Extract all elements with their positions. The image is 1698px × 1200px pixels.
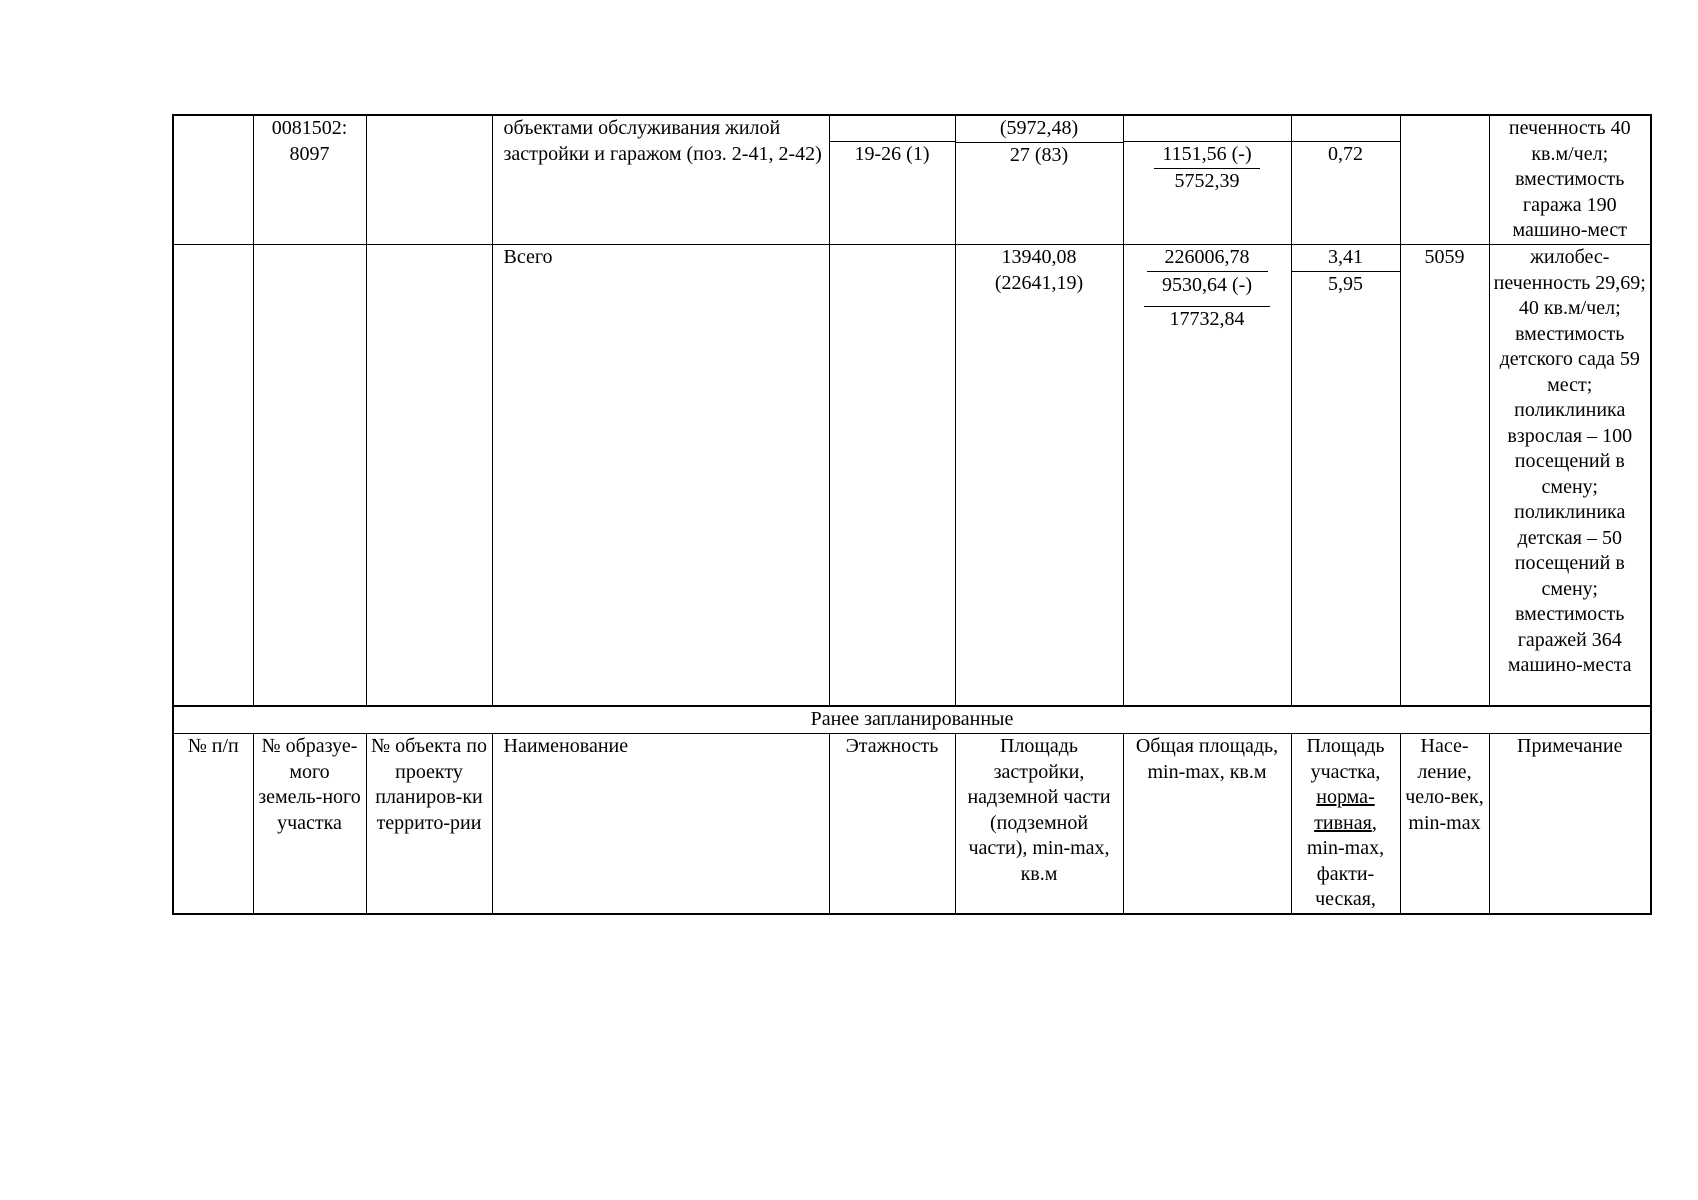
- cell-land-plot-number: 0081502: 8097: [253, 115, 366, 245]
- section-row: [173, 706, 1651, 734]
- cell-total-area-total: [1123, 245, 1291, 707]
- header-col-population: Насе-ление, чело-век, min-max: [1400, 734, 1489, 914]
- header-col-plot-area-normative: норма-тивная: [1314, 786, 1375, 834]
- cell-building-area: [955, 115, 1123, 245]
- cell-floors-top: [830, 116, 955, 142]
- cell-name-total: Всего: [492, 245, 829, 707]
- cell-building-area-value: 27 (83): [1009, 143, 1069, 166]
- header-col-building-area: Площадь застройки, надземной части (подземной части), min-max, кв.м: [955, 734, 1123, 914]
- cell-floors: [829, 245, 955, 707]
- header-col-total-area: Общая площадь, min-max, кв.м: [1123, 734, 1291, 914]
- header-col-name: Наименование: [492, 734, 829, 914]
- header-col-plot-area: Площадь участка, норма-тивная, min-max, факти-ческая,: [1291, 734, 1400, 914]
- cell-row-number: [173, 115, 253, 245]
- cell-floors: [829, 115, 955, 245]
- cell-plot-area-value: 0,72: [1328, 143, 1363, 165]
- header-col-land-plot: № образуе-мого земель-ного участка: [253, 734, 366, 914]
- cell-total-area-c: 17732,84: [1169, 308, 1245, 330]
- section-title: Ранее запланированные: [173, 706, 1651, 734]
- cell-row-number: [173, 245, 253, 707]
- table-row-total: [173, 245, 1651, 707]
- cell-population-total: 5059: [1400, 245, 1489, 707]
- cell-population: [1400, 115, 1489, 245]
- cell-floors-value: 19-26 (1): [854, 143, 930, 165]
- cell-plot-area-total: [1291, 245, 1400, 707]
- cell-total-area-a: 1151,56 (-): [1124, 142, 1291, 169]
- cell-land-plot-number: [253, 245, 366, 707]
- cell-total-area-top: [1124, 116, 1291, 142]
- cell-total-area-a: 226006,78: [1124, 245, 1291, 272]
- cell-object-number: [366, 115, 492, 245]
- cell-building-area-total: 13940,08 (22641,19): [955, 245, 1123, 707]
- cell-total-area-b: 9530,64 (-): [1124, 272, 1291, 308]
- cell-name: объектами обслуживания жилой застройки и гаражом (поз. 2-41, 2-42): [492, 115, 829, 245]
- cell-plot-area-top: [1292, 116, 1400, 142]
- cell-plot-area-a: 3,41: [1292, 245, 1400, 272]
- table-header-row: [173, 734, 1651, 914]
- cell-note-total: жилобес-печенность 29,69; 40 кв.м/чел; вместимость детского сада 59 мест; поликлиника взрослая – 100 посещений в смену; поликлиника детская – 50 посещений в смену; вместимость гаражей 364 машино-места: [1489, 245, 1651, 707]
- table-row: [173, 115, 1651, 245]
- planning-table: [172, 114, 1652, 915]
- header-col-note: Примечание: [1489, 734, 1651, 914]
- header-col-number: № п/п: [173, 734, 253, 914]
- cell-total-area: [1123, 115, 1291, 245]
- header-col-floors: Этажность: [829, 734, 955, 914]
- cell-plot-area-b: 5,95: [1328, 272, 1363, 295]
- cell-building-area-top: (5972,48): [956, 116, 1123, 143]
- header-col-object: № объекта по проекту планиров-ки террито-рии: [366, 734, 492, 914]
- cell-total-area-b: 5752,39: [1174, 169, 1240, 192]
- cell-plot-area: [1291, 115, 1400, 245]
- cell-object-number: [366, 245, 492, 707]
- cell-note: печенность 40 кв.м/чел; вместимость гаража 190 машино-мест: [1489, 115, 1651, 245]
